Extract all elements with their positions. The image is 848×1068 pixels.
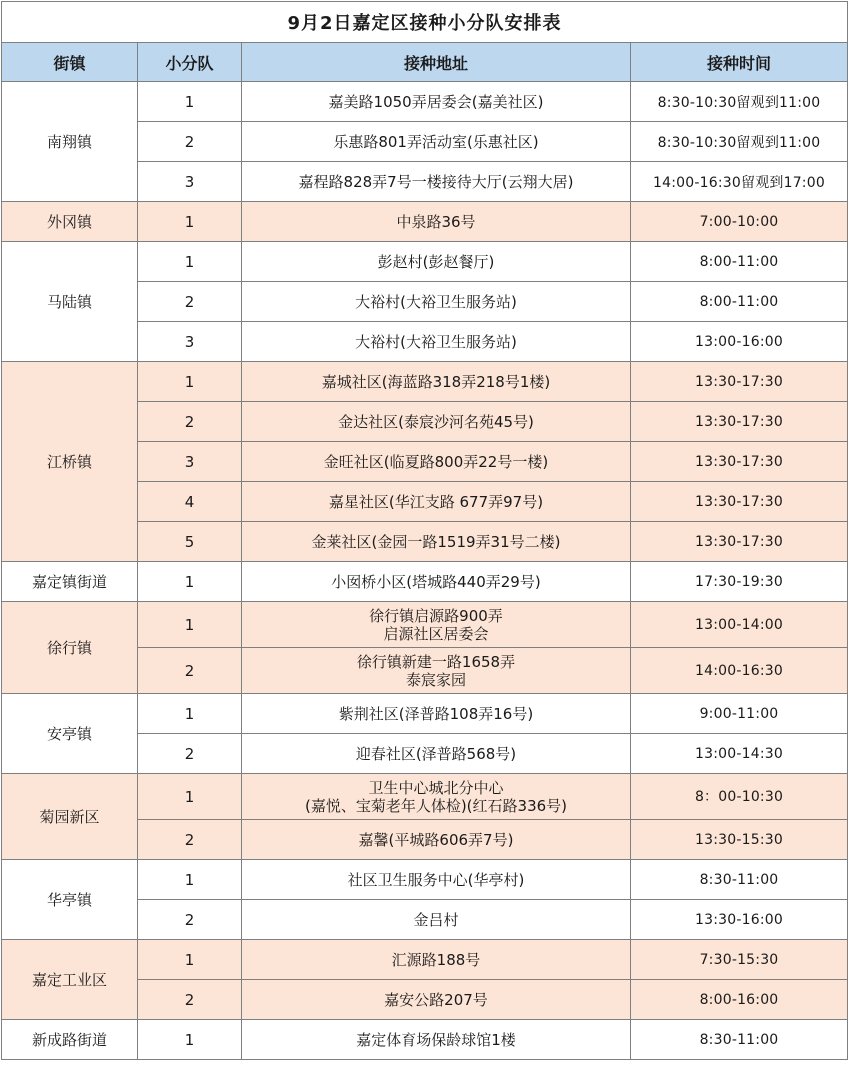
team-cell: 2 bbox=[138, 820, 242, 860]
address-cell bbox=[242, 648, 631, 694]
team-cell: 2 bbox=[138, 648, 242, 694]
address-cell bbox=[242, 562, 631, 602]
address-cell bbox=[242, 820, 631, 860]
team-cell: 2 bbox=[138, 734, 242, 774]
time-cell: 13:30-17:30 bbox=[631, 442, 848, 482]
table-row bbox=[2, 602, 848, 648]
table-row bbox=[2, 694, 848, 734]
time-cell: 14:00-16:30 bbox=[631, 648, 848, 694]
team-cell: 2 bbox=[138, 900, 242, 940]
team-cell: 3 bbox=[138, 442, 242, 482]
town-cell: 菊园新区 bbox=[2, 774, 138, 860]
address-line: 启源社区居委会 bbox=[383, 624, 489, 643]
time-cell: 9:00-11:00 bbox=[631, 694, 848, 734]
address-line: 小囡桥小区(塔城路440弄29号) bbox=[331, 573, 541, 591]
address-cell bbox=[242, 860, 631, 900]
address-line: 卫生中心城北分中心 bbox=[368, 778, 504, 797]
address-line: 嘉程路828弄7号一楼接待大厅(云翔大居) bbox=[298, 173, 574, 191]
team-cell: 1 bbox=[138, 562, 242, 602]
town-cell: 华亭镇 bbox=[2, 860, 138, 940]
address-cell bbox=[242, 282, 631, 322]
town-cell: 安亭镇 bbox=[2, 694, 138, 774]
address-line: 金达社区(泰宸沙河名苑45号) bbox=[338, 413, 534, 431]
table-row bbox=[2, 860, 848, 900]
town-cell: 嘉定镇街道 bbox=[2, 562, 138, 602]
team-cell: 1 bbox=[138, 362, 242, 402]
address-cell bbox=[242, 522, 631, 562]
schedule-table bbox=[1, 1, 848, 1060]
table-body bbox=[2, 82, 848, 1060]
header-town: 街镇 bbox=[2, 43, 138, 82]
team-cell: 2 bbox=[138, 402, 242, 442]
team-cell: 4 bbox=[138, 482, 242, 522]
address-cell bbox=[242, 774, 631, 820]
address-cell bbox=[242, 734, 631, 774]
address-line: 嘉美路1050弄居委会(嘉美社区) bbox=[328, 93, 544, 111]
time-cell: 13:30-17:30 bbox=[631, 482, 848, 522]
address-line: 嘉安公路207号 bbox=[384, 991, 488, 1009]
address-line: 金莱社区(金园一路1519弄31号二楼) bbox=[311, 533, 561, 551]
address-cell bbox=[242, 362, 631, 402]
address-line: (嘉悦、宝菊老年人体检)(红石路336号) bbox=[304, 796, 568, 815]
address-cell bbox=[242, 202, 631, 242]
team-cell: 1 bbox=[138, 202, 242, 242]
table-row bbox=[2, 562, 848, 602]
time-cell: 13:30-15:30 bbox=[631, 820, 848, 860]
table-row bbox=[2, 362, 848, 402]
address-line: 迎春社区(泽普路568号) bbox=[355, 745, 517, 763]
header-time: 接种时间 bbox=[631, 43, 848, 82]
table-row bbox=[2, 774, 848, 820]
address-line: 嘉城社区(海蓝路318弄218号1楼) bbox=[321, 373, 551, 391]
address-line: 金旺社区(临夏路800弄22号一楼) bbox=[323, 453, 549, 471]
town-cell: 南翔镇 bbox=[2, 82, 138, 202]
address-cell bbox=[242, 442, 631, 482]
address-cell bbox=[242, 122, 631, 162]
time-cell: 13:00-14:00 bbox=[631, 602, 848, 648]
team-cell: 1 bbox=[138, 774, 242, 820]
table-row bbox=[2, 202, 848, 242]
address-cell bbox=[242, 322, 631, 362]
table-title: 9月2日嘉定区接种小分队安排表 bbox=[2, 2, 848, 43]
header-address: 接种地址 bbox=[242, 43, 631, 82]
time-cell: 8:00-11:00 bbox=[631, 282, 848, 322]
table-row bbox=[2, 940, 848, 980]
address-line: 汇源路188号 bbox=[391, 951, 481, 969]
town-cell: 嘉定工业区 bbox=[2, 940, 138, 1020]
team-cell: 1 bbox=[138, 694, 242, 734]
team-cell: 2 bbox=[138, 980, 242, 1020]
time-cell: 13:30-17:30 bbox=[631, 362, 848, 402]
address-line: 徐行镇新建一路1658弄 bbox=[356, 652, 516, 671]
time-cell: 8:00-11:00 bbox=[631, 242, 848, 282]
time-cell: 7:30-15:30 bbox=[631, 940, 848, 980]
table-row bbox=[2, 1020, 848, 1060]
town-cell: 外冈镇 bbox=[2, 202, 138, 242]
time-cell: 8：00-10:30 bbox=[631, 774, 848, 820]
time-cell: 8:30-11:00 bbox=[631, 1020, 848, 1060]
town-cell: 马陆镇 bbox=[2, 242, 138, 362]
address-line: 嘉星社区(华江支路 677弄97号) bbox=[328, 493, 544, 511]
town-cell: 新成路街道 bbox=[2, 1020, 138, 1060]
address-cell bbox=[242, 482, 631, 522]
address-cell bbox=[242, 694, 631, 734]
address-cell bbox=[242, 900, 631, 940]
time-cell: 13:30-17:30 bbox=[631, 522, 848, 562]
town-cell: 江桥镇 bbox=[2, 362, 138, 562]
team-cell: 1 bbox=[138, 1020, 242, 1060]
address-cell bbox=[242, 162, 631, 202]
address-cell bbox=[242, 402, 631, 442]
table-row bbox=[2, 242, 848, 282]
time-cell: 14:00-16:30留观到17:00 bbox=[631, 162, 848, 202]
address-line: 徐行镇启源路900弄 bbox=[369, 606, 503, 625]
address-line: 紫荆社区(泽普路108弄16号) bbox=[338, 705, 534, 723]
time-cell: 8:30-11:00 bbox=[631, 860, 848, 900]
time-cell: 13:00-16:00 bbox=[631, 322, 848, 362]
team-cell: 1 bbox=[138, 602, 242, 648]
address-line: 乐惠路801弄活动室(乐惠社区) bbox=[333, 133, 539, 151]
address-cell bbox=[242, 1020, 631, 1060]
address-line: 嘉馨(平城路606弄7号) bbox=[358, 831, 514, 849]
address-cell bbox=[242, 602, 631, 648]
time-cell: 7:00-10:00 bbox=[631, 202, 848, 242]
town-cell: 徐行镇 bbox=[2, 602, 138, 694]
time-cell: 8:30-10:30留观到11:00 bbox=[631, 122, 848, 162]
address-cell bbox=[242, 242, 631, 282]
time-cell: 8:00-16:00 bbox=[631, 980, 848, 1020]
address-line: 大裕村(大裕卫生服务站) bbox=[355, 293, 517, 311]
address-line: 泰宸家园 bbox=[405, 670, 466, 689]
team-cell: 1 bbox=[138, 860, 242, 900]
team-cell: 2 bbox=[138, 122, 242, 162]
address-cell bbox=[242, 82, 631, 122]
team-cell: 1 bbox=[138, 242, 242, 282]
team-cell: 3 bbox=[138, 322, 242, 362]
time-cell: 17:30-19:30 bbox=[631, 562, 848, 602]
time-cell: 13:30-16:00 bbox=[631, 900, 848, 940]
address-cell bbox=[242, 980, 631, 1020]
header-team: 小分队 bbox=[138, 43, 242, 82]
address-cell bbox=[242, 940, 631, 980]
table-row bbox=[2, 82, 848, 122]
schedule-sheet bbox=[1, 1, 847, 1066]
address-line: 彭赵村(彭赵餐厅) bbox=[377, 253, 495, 271]
address-line: 中泉路36号 bbox=[396, 213, 476, 231]
time-cell: 8:30-10:30留观到11:00 bbox=[631, 82, 848, 122]
address-line: 社区卫生服务中心(华亭村) bbox=[347, 871, 525, 889]
address-line: 金吕村 bbox=[413, 911, 459, 929]
team-cell: 1 bbox=[138, 82, 242, 122]
address-line: 大裕村(大裕卫生服务站) bbox=[355, 333, 517, 351]
team-cell: 1 bbox=[138, 940, 242, 980]
header-row bbox=[2, 43, 848, 82]
team-cell: 2 bbox=[138, 282, 242, 322]
time-cell: 13:00-14:30 bbox=[631, 734, 848, 774]
team-cell: 5 bbox=[138, 522, 242, 562]
team-cell: 3 bbox=[138, 162, 242, 202]
time-cell: 13:30-17:30 bbox=[631, 402, 848, 442]
address-line: 嘉定体育场保龄球馆1楼 bbox=[356, 1031, 516, 1049]
